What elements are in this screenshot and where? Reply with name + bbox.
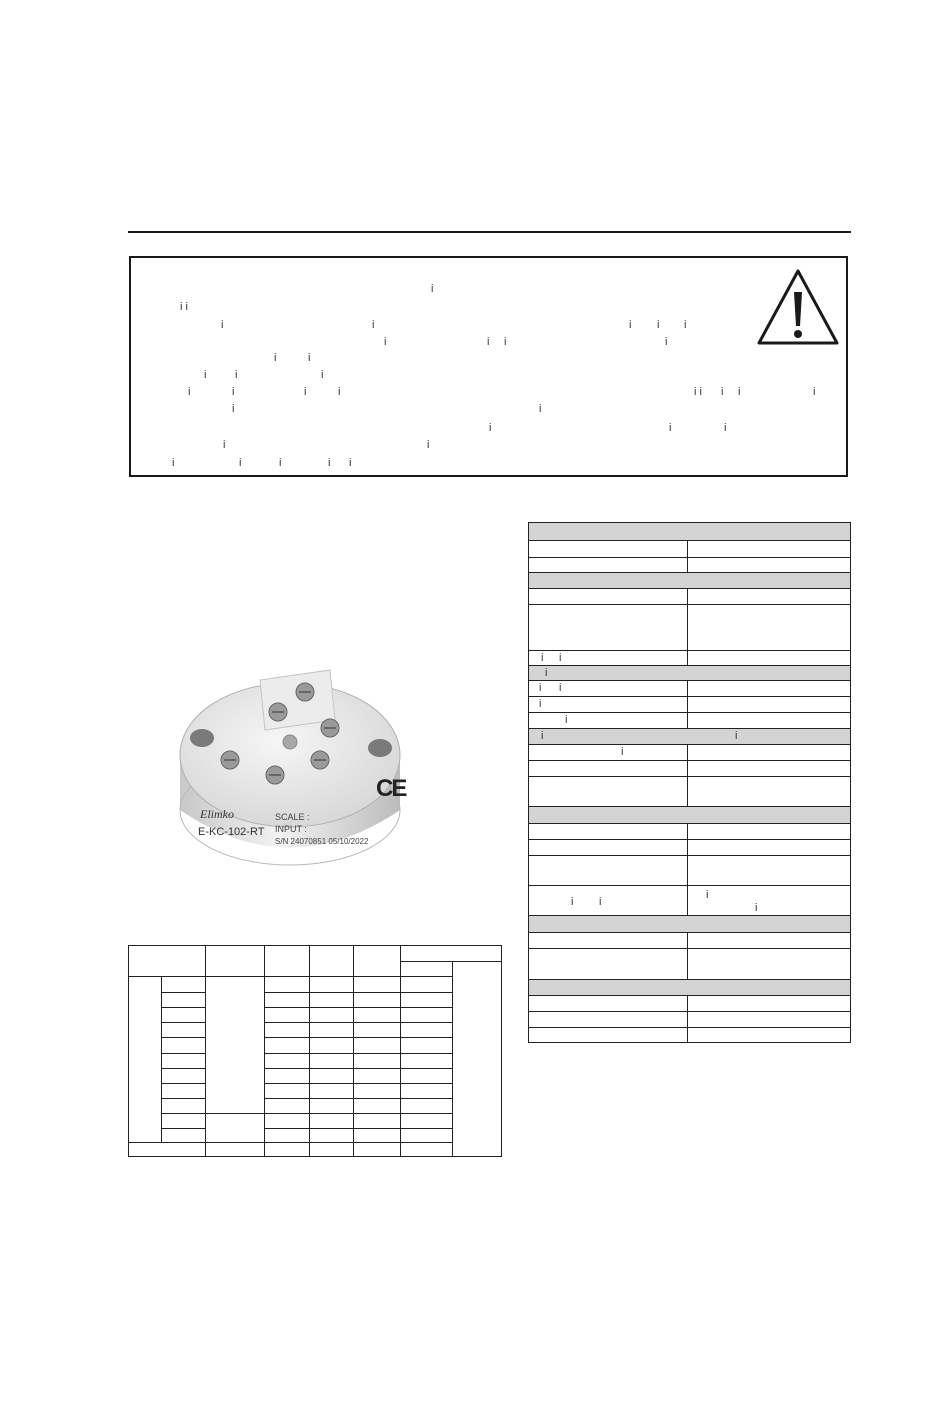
glyph: i: [232, 403, 235, 415]
glyph: i: [629, 319, 632, 331]
range-table: [128, 945, 502, 1157]
glyph: i: [621, 746, 624, 758]
warning-line-11: [131, 458, 846, 474]
glyph: i: [813, 386, 816, 398]
glyph: i i: [180, 301, 188, 313]
warning-triangle-icon: [756, 268, 840, 346]
spec-row: [529, 839, 850, 855]
spec-row: [529, 712, 850, 728]
glyph: i: [565, 714, 568, 726]
glyph: i: [338, 386, 341, 398]
model-label: E-KC-102-RT: [198, 826, 265, 838]
glyph: i: [308, 352, 311, 364]
spec-section-header: [529, 806, 850, 823]
glyph: i: [706, 889, 709, 901]
spec-section-header: [529, 728, 850, 744]
glyph: i: [539, 403, 542, 415]
spec-row: [529, 776, 850, 806]
serial-label: S/N 24070851 05/10/2022: [275, 837, 369, 846]
glyph: i: [274, 352, 277, 364]
ce-mark: CE: [376, 775, 406, 802]
glyph: i: [599, 896, 602, 908]
glyph: i: [304, 386, 307, 398]
glyph: i: [504, 336, 507, 348]
spec-row: [529, 604, 850, 650]
spec-section-header: [529, 665, 850, 680]
glyph: i: [188, 386, 191, 398]
glyph: i: [204, 369, 207, 381]
warning-box: [129, 256, 848, 477]
spec-row: [529, 650, 850, 665]
glyph: i: [545, 667, 548, 679]
glyph: i: [755, 902, 758, 914]
glyph: i: [559, 682, 562, 694]
spec-row: [529, 1011, 850, 1027]
glyph: i: [239, 457, 242, 469]
glyph: i: [349, 457, 352, 469]
spec-row: [529, 932, 850, 948]
glyph: i: [487, 336, 490, 348]
spec-row: [529, 760, 850, 776]
glyph: i: [235, 369, 238, 381]
glyph: i: [669, 422, 672, 434]
glyph: i: [232, 386, 235, 398]
glyph: i: [559, 652, 562, 664]
warning-line-9: [131, 423, 846, 439]
product-photo: [170, 660, 410, 875]
glyph: i: [172, 457, 175, 469]
spec-row: [529, 823, 850, 839]
spec-row: [529, 696, 850, 712]
warning-line-4: [131, 337, 846, 353]
glyph: i: [384, 336, 387, 348]
warning-line-5: [131, 353, 846, 369]
spec-table: [528, 522, 851, 1043]
glyph: i: [735, 730, 738, 742]
glyph: i: [427, 439, 430, 451]
glyph: i: [223, 439, 226, 451]
spec-row: [529, 855, 850, 885]
brand-label: Elimko: [200, 807, 234, 821]
glyph: i: [279, 457, 282, 469]
glyph: i: [721, 386, 724, 398]
glyph: i: [665, 336, 668, 348]
glyph: i: [571, 896, 574, 908]
spec-row: [529, 540, 850, 557]
glyph: i: [321, 369, 324, 381]
spec-row: [529, 680, 850, 696]
glyph: i: [541, 652, 544, 664]
glyph: i: [541, 730, 544, 742]
glyph: i: [657, 319, 660, 331]
spec-row: [529, 885, 850, 915]
spec-row: [529, 557, 850, 572]
glyph: i i: [694, 386, 702, 398]
warning-line-10: [131, 440, 846, 456]
warning-line-3: [131, 320, 846, 336]
spec-row: [529, 948, 850, 979]
warning-line-8: [131, 404, 846, 420]
spec-section-header: [529, 915, 850, 932]
input-label: INPUT :: [275, 824, 307, 834]
warning-line-1: [131, 284, 846, 300]
spec-section-header: [529, 572, 850, 588]
scale-label: SCALE :: [275, 812, 310, 822]
glyph: i: [539, 682, 542, 694]
glyph: i: [724, 422, 727, 434]
warning-line-2: [131, 302, 846, 318]
glyph: i: [489, 422, 492, 434]
warning-line-6: [131, 370, 846, 386]
glyph: i: [221, 319, 224, 331]
spec-row: [529, 588, 850, 604]
glyph: i: [738, 386, 741, 398]
spec-row: [529, 1027, 850, 1042]
glyph: i: [539, 698, 542, 710]
warning-line-7: [131, 387, 846, 403]
spec-row: [529, 744, 850, 760]
top-rule: [128, 231, 851, 233]
glyph: i: [372, 319, 375, 331]
glyph: i: [431, 283, 434, 295]
glyph: i: [328, 457, 331, 469]
spec-section-header: [529, 979, 850, 995]
glyph: i: [684, 319, 687, 331]
spec-section-header: [529, 523, 850, 540]
spec-row: [529, 995, 850, 1011]
